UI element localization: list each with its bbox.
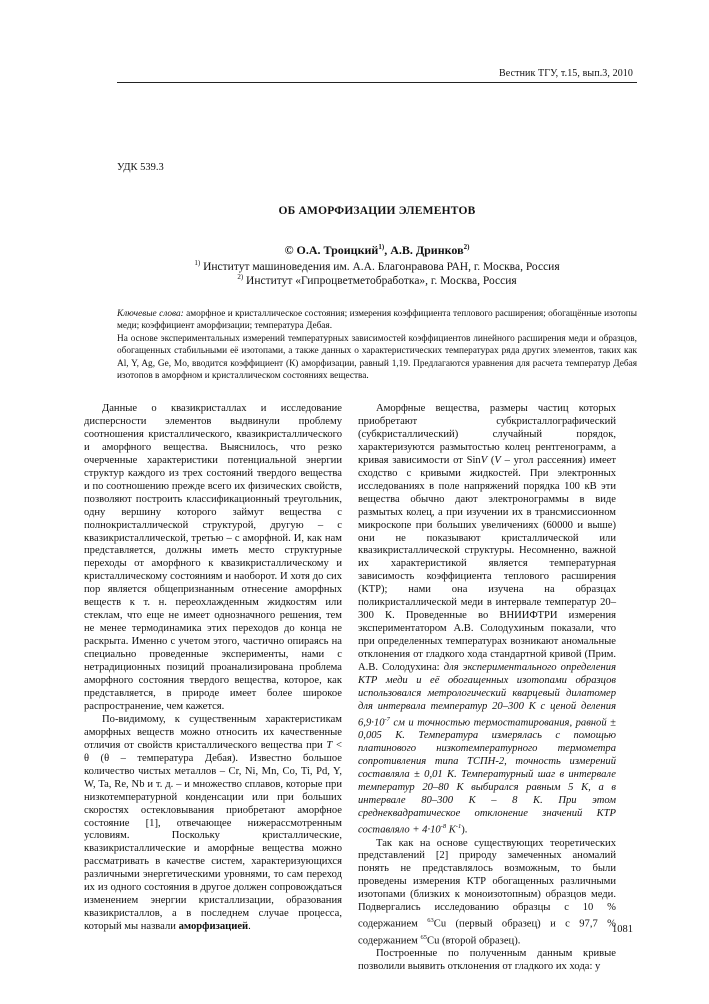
note-sup-1: -7	[384, 715, 390, 723]
right-p1-end: ).	[461, 824, 468, 836]
affiliation-1	[117, 259, 637, 273]
page-number: 1081	[612, 924, 633, 935]
right-p1-text-a: Аморфные вещества, размеры частиц которых приобретают субкристаллографический (субкристаллический) случайный порядок, характеризуются размытостью колец рентгенограмм, а кривая зависимости от Sin	[358, 403, 616, 466]
left-p2-end: .	[248, 921, 251, 933]
keywords-label: Ключевые слова:	[117, 309, 184, 319]
isotope-65-sup: 65	[420, 933, 427, 941]
right-p2-text-b: Cu (первый образец) и с 97,7 % содержанием	[358, 918, 616, 947]
note-sup-2: -8	[440, 823, 447, 831]
right-paragraph-2	[358, 838, 616, 949]
affiliation-2-text: Институт «Гипроцветметобработка», г. Москва, Россия	[246, 274, 517, 287]
affiliation-1-text: Институт машиноведения им. А.А. Благонравова РАН, г. Москва, Россия	[203, 260, 560, 273]
abstract-block	[117, 308, 637, 382]
author-separator: ,	[384, 243, 388, 257]
affiliation-2	[117, 273, 637, 287]
left-paragraph-2	[84, 714, 342, 934]
article-title: ОБ АМОРФИЗАЦИИ ЭЛЕМЕНТОВ	[278, 205, 476, 217]
angle-symbol-2: V	[494, 454, 501, 466]
udk-code: УДК 539.3	[117, 162, 164, 173]
right-paragraph-1	[358, 403, 616, 838]
authors-line	[117, 243, 637, 258]
right-column	[358, 403, 616, 974]
right-p2-text-c: Cu (второй образец).	[427, 935, 521, 947]
right-paragraph-3: Построенные по полученным данным кривые позволили выявить отклонения от гладкого их хода: у	[358, 948, 616, 973]
author-2-ref: 2)	[463, 243, 470, 251]
author-2: А.В. Дринков	[390, 243, 464, 257]
affiliation-2-ref: 2)	[237, 273, 244, 281]
temperature-symbol: T	[326, 739, 333, 751]
amorphization-term: аморфизацией	[178, 921, 249, 933]
author-1-ref: 1)	[378, 243, 385, 251]
left-p2-text-b: < θ (θ – температура Дебая). Известно большое количество чистых металлов – Cr, Ni, Mn, Co, Ti, Pd, Y, W, Ta, Re, Nb и т. д. – и множество сплавов, которые при низкотемпературной конденсации или при больших скоростях остекловывания приобретают аморфное состояние [1], отвечающее нижерассмотренным условиям. Поскольку кристаллические, квазикристаллические и аморфные вещества можно рассматривать в качестве систем, характеризующихся различными энергетическими уровнями, то сам переход их из одного состояния в другое должен сопровождаться изменением энергии кристаллизации, образования квазикристаллов, а в последнем случае процесса, который мы назвали	[84, 739, 342, 933]
copyright-sign: ©	[284, 243, 294, 257]
keywords-paragraph	[117, 308, 637, 333]
journal-header: Вестник ТГУ, т.15, вып.3, 2010	[499, 68, 633, 79]
right-p1-text-b: (	[487, 454, 495, 466]
affiliation-1-ref: 1)	[194, 259, 201, 267]
left-p2-text-a: По-видимому, к существенным характеристикам аморфных веществ можно относить их качественные отличия от свойств кристаллического вещества при	[84, 713, 342, 751]
note-sup-3: -1	[455, 823, 462, 831]
right-p2-text-a: Так как на основе существующих теоретических представлений [2] природу замеченных аномалий понять не представлялось возможным, то были проведены измерения КТР обогащенных различными изотопами (близких к моноизотопным) образцов меди. Подвергались исследованию образцы с 10 % содержанием	[358, 837, 616, 930]
right-p1-text-c: – угол рассеяния) имеет сходство с кривыми жидкостей. При электронных исследованиях в поле напряжений порядка 100 кВ эти вещества обычно дают электронограммы в виде размытых колец, а при изучении их в трансмиссионном микроскопе при больших увеличениях (60000 и выше) они не показывают кристаллической или квазикристаллической структуры. Несомненно, важной их характеристикой является температурная зависимость коэффициента теплового расширения (КТР); нами она изучена на образцах поликристаллической меди в интервале температур 20–300 К. Проведенные во ВНИИФТРИ измерения экспериментатором А.В. Солодухиным показали, что при определенных температурах возникают аномальные отклонения от гладкого хода стандартной кривой (Прим. А.В. Солодухина:	[358, 454, 617, 674]
left-paragraph-1: Данные о квазикристаллах и исследование дисперсности элементов выдвинули проблему соотношения кристаллического, квазикристаллического и аморфного вещества. Выяснилось, что резко очерченные характеристики потенциальной энергии структур каждого из трех состояний твердого вещества и по соотношению прежде всего их физических свойств, позволяют построить классификационный треугольник, одну вершину которого займут вещества с полнокристаллической структурой, другую – с квазикристаллической, третью – с аморфной. И, как нам представляется, должны иметь место структурные переходы от аморфного к квазикристаллическому и кристаллическому состояниям и наоборот. И хотя до сих пор является общепризнанным отнесение аморфных веществ к т. н. переохлажденным жидкостям или стеклам, что еще не имеет однозначного решения, тем не менее термодинамика этих переходов до конца не раскрыта. Именно с учетом этого, частично опираясь на специально проведенные эксперименты, нами с нетрадиционных позиций проанализирована проблема аморфного состояния твердого вещества, которое, как представляется, в природе имеет более широкое распространение, чем кажется.	[84, 403, 342, 712]
keywords-text: аморфное и кристаллическое состояния; измерения коэффициента теплового расширения; обогащённые изотопы меди; коэффициент аморфизации; температура Дебая.	[117, 309, 638, 332]
note-italic-2: см и точностью термостатирования, равной ± 0,005 К. Температура измерялась с помощью платинового низкотемпературного термометра сопротивления типа ТСПН-2, точность измерений составляла ± 0,01 К. Температурный шаг в интервале температур 20–80 К выбирался равным 5 К, а в интервале 80–300 К – 8 К. При этом среднеквадратическое отклонение значений КТР составляло + 4·10	[358, 717, 616, 836]
left-column	[84, 403, 342, 934]
header-divider	[117, 82, 637, 83]
note-italic-1: для экспериментального определения КТР меди и её обогащенных изотопами образцов использовался метрологический кварцевый дилатомер для интервала температур 20–300 К с ценой деления 6,9·10	[358, 662, 616, 729]
abstract-text: На основе экспериментальных измерений температурных зависимостей коэффициентов линейного расширения меди и образцов, обогащенных стабильными её изотопами, а также данных о характеристических температурах ряда других элементов, таких как Al, Y, Ag, Ge, Mo, вводится коэффициент (К) аморфизации, равный 1,19. Предлагаются уравнения для расчета температур Дебая изотопов в аморфном и кристаллическом состояниях вещества.	[117, 333, 637, 382]
note-italic-3: К	[446, 824, 456, 836]
angle-symbol: V	[480, 454, 488, 466]
isotope-63-sup: 63	[427, 917, 434, 925]
author-1: О.А. Троицкий	[296, 243, 379, 257]
